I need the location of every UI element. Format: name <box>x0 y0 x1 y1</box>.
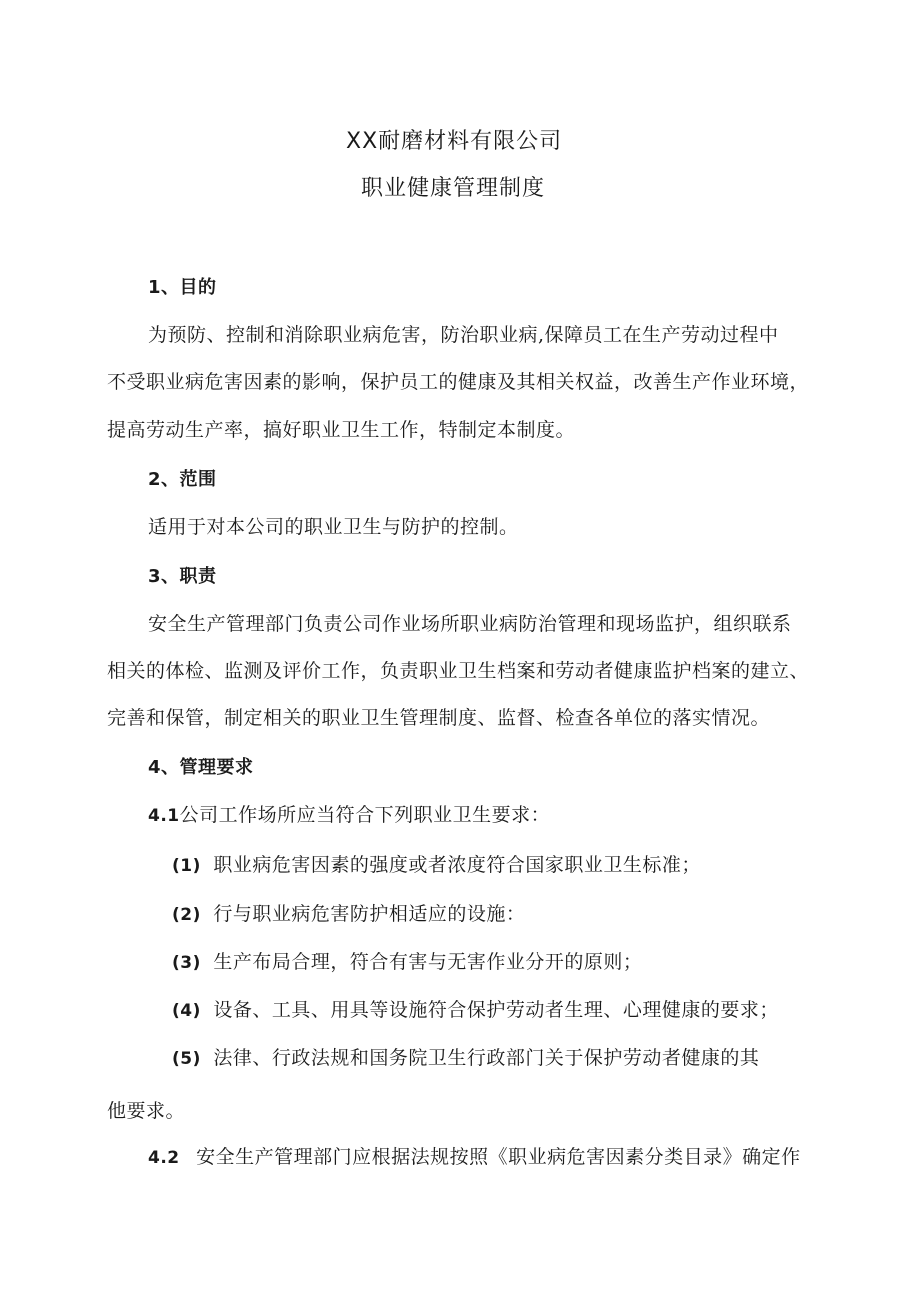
list-item-4 <box>172 998 779 1023</box>
list-item-text: 生产布局合理，符合有害与无害作业分开的原则； <box>213 951 643 973</box>
section-2-heading: 2、范围 <box>148 469 217 490</box>
section-2-paragraph-line: 适用于对本公司的职业卫生与防护的控制。 <box>148 516 519 538</box>
clause-4-1 <box>148 803 550 828</box>
list-item-5-continuation: 他要求。 <box>107 1100 186 1122</box>
section-1-paragraph-line: 不受职业病危害因素的影响，保护员工的健康及其相关权益，改善生产作业环境， <box>107 371 810 393</box>
section-1-paragraph-line: 提高劳动生产率，搞好职业卫生工作，特制定本制度。 <box>107 419 576 441</box>
list-item-text: 设备、工具、用具等设施符合保护劳动者生理、心理健康的要求； <box>213 999 779 1021</box>
company-title: XX耐磨材料有限公司 <box>346 129 563 154</box>
list-item-number: (4) <box>172 1001 201 1021</box>
section-3-paragraph-line: 完善和保管，制定相关的职业卫生管理制度、监督、检查各单位的落实情况。 <box>107 707 771 729</box>
section-1-paragraph-line: 为预防、控制和消除职业病危害，防治职业病,保障员工在生产劳动过程中 <box>148 324 779 346</box>
list-item-2 <box>172 902 525 927</box>
list-item-3 <box>172 950 642 975</box>
list-item-1 <box>172 853 701 878</box>
list-item-number: (3) <box>172 953 201 973</box>
section-3-paragraph-line: 相关的体检、监测及评价工作，负责职业卫生档案和劳动者健康监护档案的建立、 <box>107 660 810 682</box>
section-3-paragraph-line: 安全生产管理部门负责公司作业场所职业病防治管理和现场监护，组织联系 <box>148 613 792 635</box>
document-title: 职业健康管理制度 <box>361 176 546 201</box>
list-item-number: (2) <box>172 905 201 925</box>
list-item-number: (5) <box>172 1049 201 1069</box>
section-1-heading: 1、目的 <box>148 277 217 298</box>
section-4-heading: 4、管理要求 <box>148 757 254 778</box>
list-item-text: 法律、行政法规和国务院卫生行政部门关于保护劳动者健康的其 <box>213 1047 760 1069</box>
list-item-5 <box>172 1046 759 1071</box>
list-item-text: 职业病危害因素的强度或者浓度符合国家职业卫生标准； <box>213 854 701 876</box>
list-item-text: 行与职业病危害防护相适应的设施： <box>213 903 526 925</box>
clause-number: 4.2 <box>148 1148 180 1168</box>
clause-number: 4.1 <box>148 806 180 826</box>
list-item-number: (1) <box>172 856 201 876</box>
section-3-heading: 3、职责 <box>148 566 217 587</box>
clause-4-2 <box>148 1145 801 1170</box>
clause-text: 公司工作场所应当符合下列职业卫生要求： <box>179 804 551 826</box>
clause-text: 安全生产管理部门应根据法规按照《职业病危害因素分类目录》确定作 <box>196 1146 801 1168</box>
